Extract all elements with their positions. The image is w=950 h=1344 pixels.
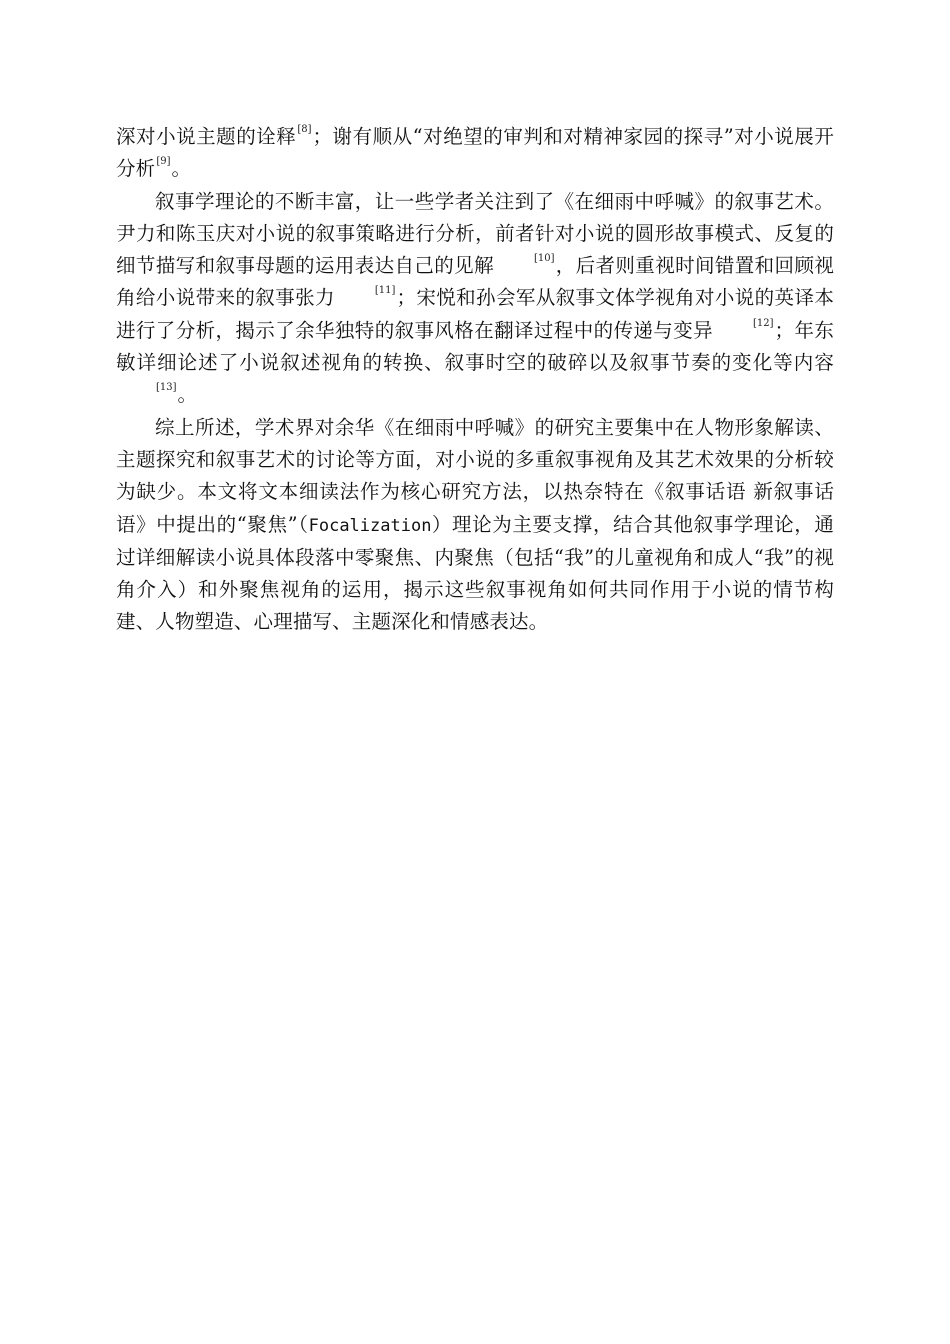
paragraph-text: 。	[171, 157, 192, 181]
latin-term: Focalization	[308, 515, 432, 536]
paragraph-2	[116, 186, 834, 412]
citation-ref-8[interactable]: [8]	[297, 124, 312, 135]
paragraph-text: ；宋悦和孙会军从叙事文体学视角对小说的英译本进行了分析，揭示了余华独特的叙事风格在翻译过程中的传递与变异	[116, 286, 834, 342]
citation-ref-12[interactable]: [12]	[753, 317, 774, 329]
paragraph-text: 叙事学理论的不断丰富，让一些学者关注到了《在细雨中呼喊》的叙事艺术。尹力和陈玉庆对小说的叙事策略进行分析，前者针对小说的圆形故事模式、反复的细节描写和叙事母题的运用表达自己的见解	[116, 189, 834, 278]
citation-ref-9[interactable]: [9]	[156, 156, 171, 168]
paragraph-text: 综上所述，学术界对余华《在细雨中呼喊》的研究主要集中在人物形象解读、主题探究和叙事艺术的讨论等方面，对小说的多重叙事视角及其艺术效果的分析较为缺少。本文将文本细读法作为核心研究方法，以热奈特在《叙事话语 新叙事话语》中提出的“聚焦”（	[116, 415, 834, 536]
paragraph-text: ）理论为主要支撑，结合其他叙事学理论，通过详细解读小说具体段落中零聚焦、内聚焦（包括“我”的儿童视角和成人“我”的视角介入）和外聚焦视角的运用，揭示这些叙事视角如何共同作用于小说的情节构建、人物塑造、心理描写、主题深化和情感表达。	[116, 512, 834, 634]
citation-ref-10[interactable]: [10]	[533, 253, 555, 265]
body-text	[116, 121, 834, 639]
paragraph-1	[116, 121, 834, 186]
paragraph-3	[116, 412, 834, 639]
citation-ref-13[interactable]: [13]	[156, 382, 177, 394]
paragraph-text: ，后者则重视时间错置和回顾视角给小说带来的叙事张力	[116, 254, 834, 310]
paragraph-text: 深对小说主题的诠释	[116, 125, 297, 148]
citation-ref-11[interactable]: [11]	[374, 285, 396, 297]
paragraph-text: ；谢有顺从“对绝望的审判和对精神家园的探寻”对小说展开分析	[116, 125, 834, 181]
paragraph-text: 。	[177, 383, 198, 407]
paragraph-text: ；年东敏详细论述了小说叙述视角的转换、叙事时空的破碎以及叙事节奏的变化等内容	[116, 318, 834, 375]
